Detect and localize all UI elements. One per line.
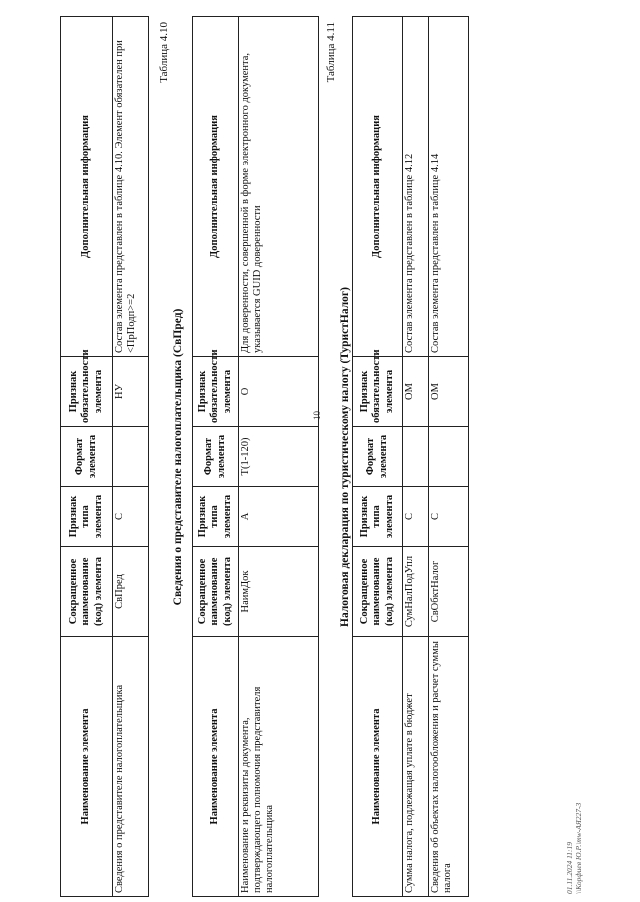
- table-row: [403, 17, 429, 897]
- cell-type: С: [429, 487, 469, 547]
- header-info: Дополнительная информация: [193, 17, 239, 357]
- table-header-row: [353, 17, 403, 897]
- cell-name: Сумма налога, подлежащая уплате в бюджет: [403, 637, 429, 897]
- table-header-row: [61, 17, 113, 897]
- header-type: Признак типа элемента: [353, 487, 403, 547]
- table-1: [60, 16, 149, 897]
- table-title-4-10: Сведения о представителе налогоплательщика (СвПред): [172, 308, 184, 606]
- table-row: [113, 17, 149, 897]
- print-stamp: [565, 803, 583, 894]
- cell-type: А: [239, 487, 319, 547]
- stamp-date: 01.11.2024 11:19: [565, 841, 574, 894]
- header-name: Наименование элемента: [353, 637, 403, 897]
- header-code: Сокращенное наименование (код) элемента: [353, 547, 403, 637]
- header-code: Сокращенное наименование (код) элемента: [61, 547, 113, 637]
- header-type: Признак типа элемента: [61, 487, 113, 547]
- header-type: Признак типа элемента: [193, 487, 239, 547]
- table-row: [239, 17, 319, 897]
- header-required: Признак обязательности элемента: [61, 357, 113, 427]
- cell-code: СвОбктНалог: [429, 547, 469, 637]
- cell-format: T(1-120): [239, 427, 319, 487]
- header-format: Формат элемента: [353, 427, 403, 487]
- cell-info: Состав элемента представлен в таблице 4.12: [403, 17, 429, 357]
- header-format: Формат элемента: [193, 427, 239, 487]
- cell-info: Для доверенности, совершенной в форме электронного документа, указывается GUID доверенности: [239, 17, 319, 357]
- table-label-4-10: Таблица 4.10: [158, 22, 170, 83]
- table-header-row: [193, 17, 239, 897]
- page-number: 10: [312, 411, 322, 420]
- cell-format: [429, 427, 469, 487]
- table-row: [429, 17, 469, 897]
- cell-type: С: [403, 487, 429, 547]
- header-format: Формат элемента: [61, 427, 113, 487]
- cell-format: [403, 427, 429, 487]
- table-4-10: [192, 16, 319, 897]
- cell-type: С: [113, 487, 149, 547]
- stamp-path: \\Корфиев Ю.Р.\mw-АЯ227-3: [574, 802, 583, 894]
- table-label-4-11: Таблица 4.11: [325, 22, 337, 83]
- header-code: Сокращенное наименование (код) элемента: [193, 547, 239, 637]
- cell-info: Состав элемента представлен в таблице 4.10. Элемент обязателен при <ПрПодп>=2: [113, 17, 149, 357]
- header-info: Дополнительная информация: [353, 17, 403, 357]
- cell-format: [113, 427, 149, 487]
- header-required: Признак обязательности элемента: [353, 357, 403, 427]
- header-name: Наименование элемента: [193, 637, 239, 897]
- header-required: Признак обязательности элемента: [193, 357, 239, 427]
- table-4-11: [352, 16, 469, 897]
- cell-name: Наименование и реквизиты документа, подтверждающего полномочия представителя налогоплательщика: [239, 637, 319, 897]
- cell-required: ОМ: [403, 357, 429, 427]
- cell-required: О: [239, 357, 319, 427]
- cell-info: Состав элемента представлен в таблице 4.14: [429, 17, 469, 357]
- header-name: Наименование элемента: [61, 637, 113, 897]
- cell-code: НаимДок: [239, 547, 319, 637]
- table-title-4-11: Налоговая декларация по туристическому налогу (ТуристНалог): [339, 287, 351, 627]
- cell-code: СвПред: [113, 547, 149, 637]
- cell-name: Сведения об объектах налогообложения и расчет суммы налога: [429, 637, 469, 897]
- header-info: Дополнительная информация: [61, 17, 113, 357]
- cell-name: Сведения о представителе налогоплательщика: [113, 637, 149, 897]
- cell-required: ОМ: [429, 357, 469, 427]
- cell-required: НУ: [113, 357, 149, 427]
- cell-code: СумНалПодУпл: [403, 547, 429, 637]
